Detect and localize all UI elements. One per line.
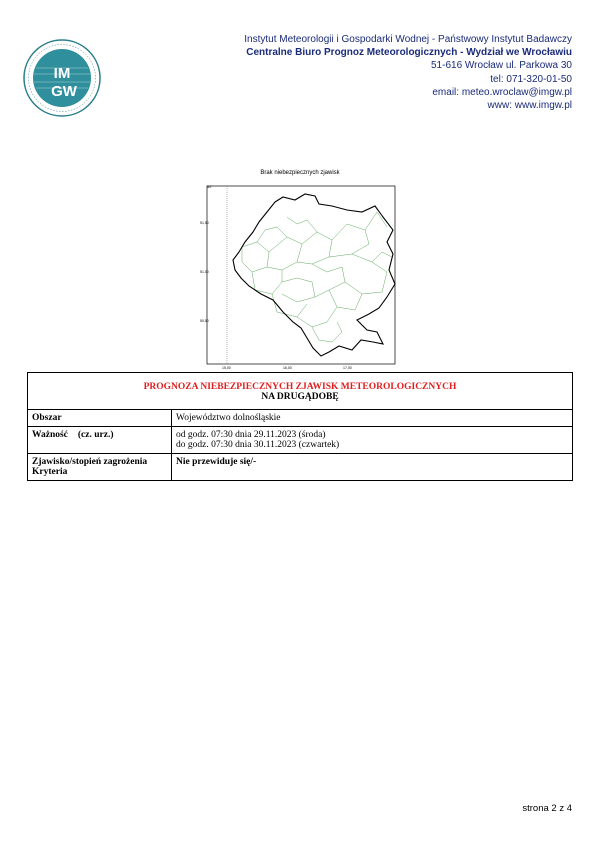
phenomenon-value: Nie przewiduje się/-	[172, 454, 573, 481]
map-top-label: 52	[207, 184, 212, 189]
lon-label-2: 16,00	[283, 366, 292, 370]
lat-label-1: 51,50	[200, 221, 209, 225]
forecast-table	[27, 372, 573, 481]
page-number: strona 2 z 4	[522, 803, 572, 814]
forecast-title-main: PROGNOZA NIEBEZPIECZNYCH ZJAWISK METEOROLOGICZNYCH	[143, 382, 457, 392]
forecast-title	[28, 373, 573, 410]
phenomenon-label-cell	[28, 454, 172, 481]
phenomenon-label: Zjawisko/stopień zagrożenia	[32, 457, 148, 467]
validity-label: Ważność	[32, 430, 68, 440]
lon-label-3: 17,00	[343, 366, 352, 370]
validity-value-cell	[172, 427, 573, 454]
forecast-title-sub: NA DRUGĄDOBĘ	[261, 392, 339, 402]
validity-note: (cz. urz.)	[77, 430, 114, 440]
table-row	[28, 427, 573, 454]
website: www: www.imgw.pl	[487, 100, 572, 112]
map-title: Brak niebezpiecznych zjawisk	[260, 170, 340, 176]
region-map	[197, 182, 399, 372]
department-name: Centralne Biuro Prognoz Meteorologicznych - Wydział we Wrocławiu	[246, 47, 572, 59]
table-row	[28, 410, 573, 427]
lon-label-1: 15,00	[222, 366, 231, 370]
header-contact	[244, 33, 572, 112]
imgw-logo	[22, 38, 102, 118]
lat-label-2: 51,00	[200, 270, 209, 274]
org-name: Instytut Meteorologii i Gospodarki Wodnej - Państwowy Instytut Badawczy	[244, 34, 572, 45]
email: email: meteo.wroclaw@imgw.pl	[432, 86, 572, 98]
address: 51-616 Wrocław ul. Parkowa 30	[431, 60, 572, 72]
logo-text-bottom: GW	[51, 83, 77, 100]
logo-text-top: IM	[53, 65, 71, 82]
criteria-label: Kryteria	[32, 467, 68, 477]
validity-from: od godz. 07:30 dnia 29.11.2023 (środa)	[176, 430, 326, 440]
area-value: Województwo dolnośląskie	[172, 410, 573, 427]
validity-label-cell	[28, 427, 172, 454]
lat-label-3: 50,50	[200, 319, 209, 323]
area-label: Obszar	[28, 410, 172, 427]
table-row	[28, 454, 573, 481]
validity-to: do godz. 07:30 dnia 30.11.2023 (czwartek)	[176, 440, 340, 450]
phone: tel: 071-320-01-50	[490, 73, 572, 85]
